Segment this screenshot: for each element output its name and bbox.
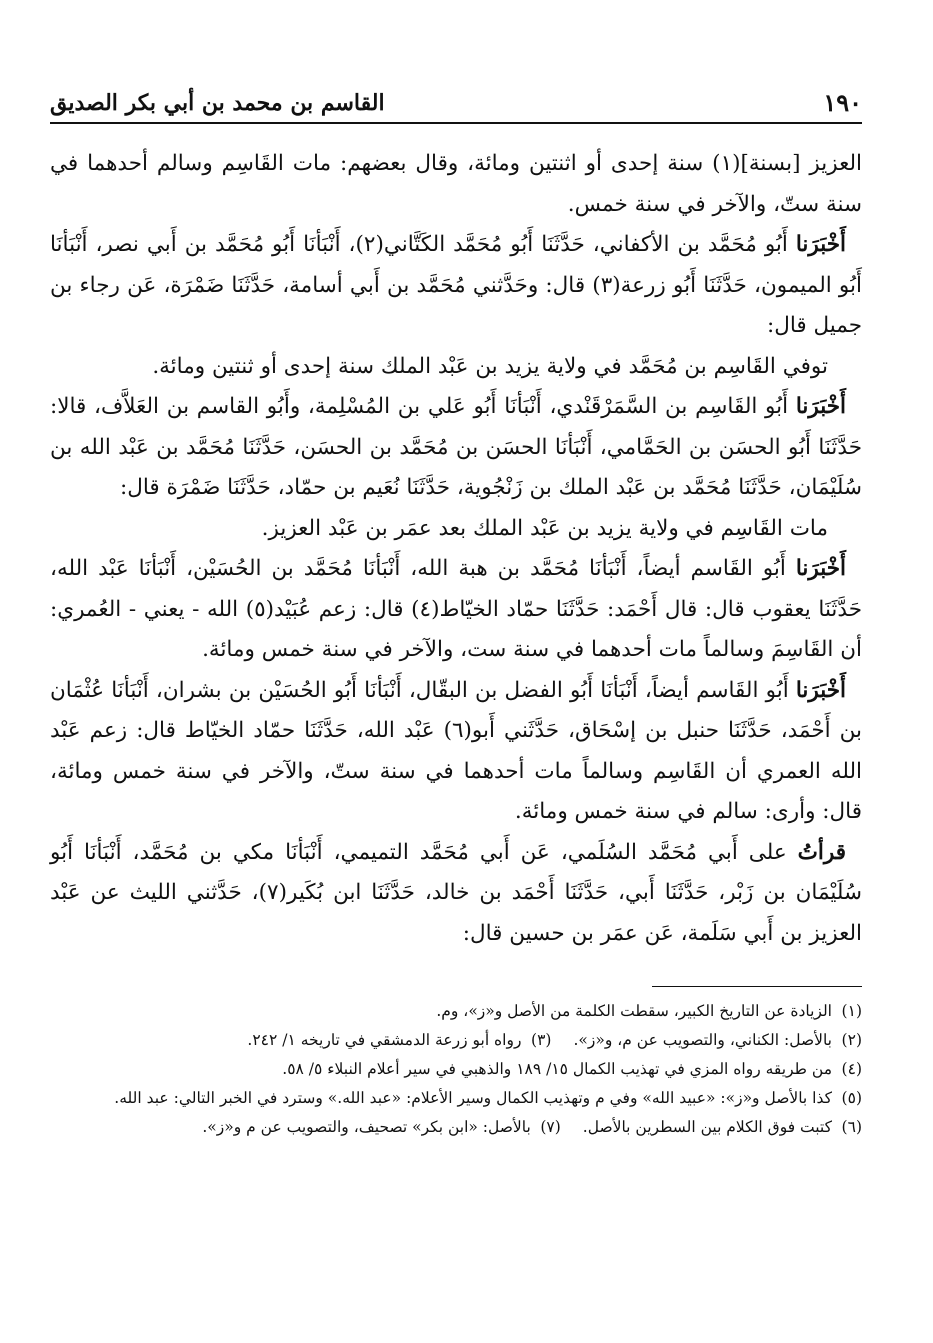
footnote-text: رواه أبو زرعة الدمشقي في تاريخه ١/ ٢٤٢. bbox=[247, 1031, 522, 1049]
paragraph-text: العزيز [بسنة](١) سنة إحدى أو اثنتين ومائة، وقال بعضهم: مات القَاسِم وسالم أحدهما في سنة ستّ، والآخر في سنة خمس. bbox=[50, 151, 862, 217]
quoted-report bbox=[50, 509, 862, 550]
paragraph bbox=[50, 225, 862, 347]
transmission-keyword: قرأتُ bbox=[797, 839, 846, 865]
page-number: ١٩٠ bbox=[823, 88, 862, 117]
transmission-keyword: أَخْبَرَنا bbox=[795, 677, 846, 703]
footnote bbox=[202, 1113, 560, 1142]
paragraph bbox=[50, 671, 862, 833]
footnote-number: (١) bbox=[841, 1002, 862, 1020]
quoted-report bbox=[50, 347, 862, 388]
paragraph-text: أَبُو القَاسِم بن السَّمَرْقَنْدي، أَنْبَأنَا أَبُو عَلي بن المُسْلِمة، وأَبُو القاسم بن العَلاَّف، قالا: حَدَّثَنَا أَبُو الحسَن بن الحَمَّامي، أَنْبَأنَا الحسَن بن مُحَمَّد بن الحسَن، حَدَّثَنَا مُحَمَّد بن عَبْد الله بن سُلَيْمَان، حَدَّثَنَا مُحَمَّد بن عَبْد الملك بن زَنْجُوية، حَدَّثَنَا نُعَيم بن حمّاد، حَدَّثَنَا ضَمْرَة قال: bbox=[50, 394, 862, 500]
footnote-text: من طريقه رواه المزي في تهذيب الكمال ١٥/ ١٨٩ والذهبي في سير أعلام النبلاء ٥/ ٥٨. bbox=[282, 1060, 832, 1078]
transmission-keyword: أَخْبَرَنا bbox=[795, 394, 846, 419]
paragraph-text: مات القَاسِم في ولاية يزيد بن عَبْد الملك بعد عمَر بن عَبْد العزيز. bbox=[261, 515, 828, 541]
footnote-text: كتبت فوق الكلام بين السطرين بالأصل. bbox=[582, 1118, 832, 1136]
footnote bbox=[50, 1055, 862, 1084]
paragraph-text: أَبُو القَاسم أيضاً، أَنْبَأنَا مُحَمَّد بن هبة الله، أَنْبَأنَا مُحَمَّد بن الحُسَيْن، أَنْبَأنَا عَبْد الله، حَدَّثَنَا يعقوب قال: قال أَحْمَد: حَدَّثَنَا حمّاد الخيّاط(٤) قال: زعم عُبَيْد(٥) الله - يعني - العُمري: أن القَاسِمَ وسالماً مات أحدهما في سنة ست، والآخر في سنة خمس ومائة. bbox=[50, 556, 862, 662]
footnote-number: (٦) bbox=[841, 1118, 862, 1136]
page-header bbox=[50, 88, 862, 124]
paragraph-text: توفي القَاسِم بن مُحَمَّد في ولاية يزيد بن عَبْد الملك سنة إحدى أو ثنتين ومائة. bbox=[152, 353, 828, 379]
footnote-number: (٥) bbox=[841, 1089, 862, 1107]
footnote-text: بالأصل: «ابن بكر» تصحيف، والتصويب عن م و«ز». bbox=[202, 1118, 531, 1136]
paragraph-text: على أَبي مُحَمَّد السُلَمي، عَن أَبي مُحَمَّد التميمي، أَنْبَأنَا مكي بن مُحَمَّد، أَنْبَأنَا أَبُو سُلَيْمَان بن زَبْر، حَدَّثَنَا أَبي، حَدَّثَنَا أَحْمَد بن خالد، حَدَّثَنَا ابن بُكَير(٧)، حَدَّثني الليث عن عَبْد العزيز بن أَبي سَلَمة، عَن عمَر بن حسين قال: bbox=[50, 839, 863, 946]
footnotes bbox=[50, 997, 862, 1142]
paragraph bbox=[50, 387, 862, 509]
transmission-keyword: أَخْبَرَنا bbox=[795, 232, 846, 257]
footnote-text: بالأصل: الكناني، والتصويب عن م، و«ز». bbox=[573, 1031, 832, 1049]
running-title: القاسم بن محمد بن أبي بكر الصديق bbox=[50, 90, 385, 116]
footnote-separator bbox=[652, 986, 862, 987]
main-text bbox=[50, 144, 862, 954]
footnote bbox=[573, 1026, 862, 1055]
paragraph-text: أَبُو القَاسم أيضاً، أَنْبَأنَا أَبُو الفضل بن البقّال، أَنْبَأنَا أَبُو الحُسَيْن بن بشران، أَنْبَأنَا عُثْمَان بن أَحْمَد، حَدَّثَنَا حنبل بن إسْحَاق، حَدَّثَني أَبو(٦) عَبْد الله، حَدَّثَنَا حمّاد الخيّاط قال: زعم عَبْد الله العمري أن القَاسِم وسالماً مات أحدهما في سنة ستّ، والآخر في سنة خمس ومائة، قال: وأرى: سالم في سنة خمس ومائة. bbox=[50, 677, 862, 824]
paragraph-text: أَبُو مُحَمَّد بن الأكفاني، حَدَّثَنَا أَبُو مُحَمَّد الكَتَّاني(٢)، أَنْبَأنَا أَبُو مُحَمَّد بن أَبي نصر، أَنْبَأنَا أَبُو الميمون، حَدَّثَنَا أَبُو زرعة(٣) قال: وحَدَّثني مُحَمَّد بن أَبي أسامة، حَدَّثَنَا ضَمْرَة، عَن رجاء بن جميل قال: bbox=[50, 232, 862, 338]
footnote-number: (٤) bbox=[841, 1060, 862, 1078]
footnote-row bbox=[50, 1113, 862, 1142]
footnote-text: الزيادة عن التاريخ الكبير، سقطت الكلمة من الأصل و«ز»، وم. bbox=[436, 1002, 832, 1020]
paragraph bbox=[50, 833, 862, 955]
footnote bbox=[583, 1113, 862, 1142]
footnote-number: (٣) bbox=[531, 1031, 552, 1049]
transmission-keyword: أَخْبَرَنا bbox=[795, 556, 846, 581]
footnote bbox=[50, 1084, 862, 1113]
footnote bbox=[50, 997, 862, 1026]
footnote bbox=[247, 1026, 551, 1055]
footnote-text: كذا بالأصل و«ز»: «عبيد الله» وفي م وتهذيب الكمال وسير الأعلام: «عبد الله.» وسترد في الخبر التالي: عبد الله. bbox=[114, 1089, 832, 1107]
footnote-row bbox=[50, 1026, 862, 1055]
book-page bbox=[50, 88, 862, 1142]
paragraph bbox=[50, 549, 862, 671]
paragraph bbox=[50, 144, 862, 225]
footnote-number: (٧) bbox=[540, 1118, 561, 1136]
footnote-number: (٢) bbox=[841, 1031, 862, 1049]
